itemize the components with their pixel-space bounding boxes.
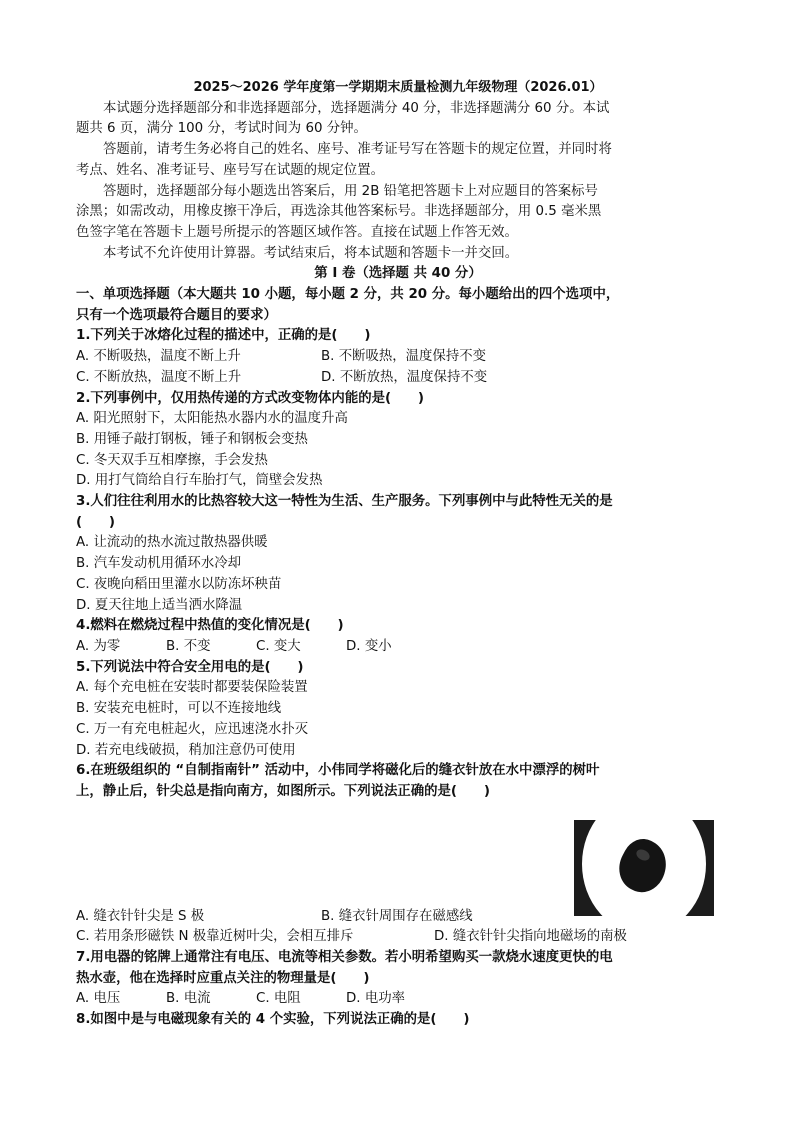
option-c[interactable]: C. 万一有充电桩起火，应迅速浇水扑灭	[76, 721, 309, 737]
question-1-options-row	[76, 347, 720, 368]
section-title: 第 Ⅰ 卷（选择题 共 40 分）	[314, 266, 482, 282]
option-b[interactable]: B. 安装充电桩时，可以不连接地线	[76, 701, 282, 717]
option-b[interactable]: B. 汽车发动机用循环水冷却	[76, 556, 241, 572]
question-3-stem: 3.人们往往利用水的比热容较大这一特性为生活、生产服务。下列事例中与此特性无关的是	[76, 494, 613, 510]
question-6-options-row	[76, 927, 720, 948]
option-b[interactable]: B. 不断吸热，温度保持不变	[321, 349, 486, 365]
option-a[interactable]: A. 电压	[76, 991, 121, 1007]
option-a[interactable]: A. 缝衣针针尖是 S 极	[76, 908, 205, 924]
part-heading: 一、单项选择题（本大题共 10 小题，每小题 2 分，共 20 分。每小题给出的四个选项中，	[76, 287, 620, 303]
option-c[interactable]: C. 夜晚向稻田里灌水以防冻坏秧苗	[76, 576, 282, 592]
question-8-stem: 8.如图中是与电磁现象有关的 4 个实验，下列说法正确的是( )	[76, 1012, 470, 1028]
option-d[interactable]: D. 变小	[346, 638, 392, 654]
part-heading: 只有一个选项最符合题目的要求）	[76, 307, 277, 323]
question-7-stem: 7.用电器的铭牌上通常注有电压、电流等相关参数。若小明希望购买一款烧水速度更快的电	[76, 950, 613, 966]
option-d[interactable]: D. 缝衣针针尖指向地磁场的南极	[434, 929, 627, 945]
option-d[interactable]: D. 电功率	[346, 991, 405, 1007]
question-4-stem: 4.燃料在燃烧过程中热值的变化情况是( )	[76, 618, 344, 634]
option-c[interactable]: C. 变大	[256, 638, 301, 654]
option-a[interactable]: A. 不断吸热，温度不断上升	[76, 349, 241, 365]
exam-title: 2025～2026 学年度第一学期期末质量检测九年级物理（2026.01）	[193, 80, 603, 95]
option-a[interactable]: A. 阳光照射下，太阳能热水器内水的温度升高	[76, 411, 348, 427]
option-b[interactable]: B. 用锤子敲打钢板，锤子和钢板会变热	[76, 431, 308, 447]
option-b[interactable]: B. 电流	[166, 991, 211, 1007]
option-d[interactable]: D. 用打气筒给自行车胎打气，筒壁会发热	[76, 473, 323, 489]
question-2-stem: 2.下列事例中，仅用热传递的方式改变物体内能的是( )	[76, 390, 425, 406]
question-7-options-row	[76, 989, 720, 1010]
instruction-line: 考点、姓名、准考证号、座号写在试题的规定位置。	[76, 162, 384, 178]
leaf-compass-photo	[574, 820, 714, 916]
instruction-line: 答题时，选择题部分每小题选出答案后，用 2B 铅笔把答题卡上对应题目的答案标号	[103, 183, 598, 199]
instruction-line: 本考试不允许使用计算器。考试结束后，将本试题和答题卡一并交回。	[103, 245, 519, 261]
option-d[interactable]: D. 若充电线破损，稍加注意仍可使用	[76, 742, 296, 758]
instruction-line: 涂黑；如需改动，用橡皮擦干净后，再选涂其他答案标号。非选择题部分，用 0.5 毫米黑	[76, 204, 602, 220]
question-6-stem: 6.在班级组织的 “自制指南针” 活动中，小伟同学将磁化后的缝衣针放在水中漂浮的树叶	[76, 763, 600, 779]
instruction-line: 色签字笔在答题卡上题号所提示的答题区域作答。直接在试题上作答无效。	[76, 224, 518, 240]
option-b[interactable]: B. 不变	[166, 638, 211, 654]
question-1-stem: 1.下列关于冰熔化过程的描述中，正确的是( )	[76, 328, 371, 344]
instruction-line: 本试题分选择题部分和非选择题部分，选择题满分 40 分，非选择题满分 60 分。本试	[103, 100, 610, 116]
option-c[interactable]: C. 冬天双手互相摩擦，手会发热	[76, 452, 268, 468]
question-1-options-row	[76, 368, 720, 389]
option-a[interactable]: A. 为零	[76, 638, 121, 654]
question-6-stem-cont: 上，静止后，针尖总是指向南方，如图所示。下列说法正确的是( )	[76, 783, 490, 799]
question-5-stem: 5.下列说法中符合安全用电的是( )	[76, 659, 304, 675]
question-3-stem-cont: ( )	[76, 514, 116, 530]
instruction-line: 答题前，请考生务必将自己的姓名、座号、准考证号写在答题卡的规定位置，并同时将	[103, 142, 612, 158]
option-c[interactable]: C. 电阻	[256, 991, 301, 1007]
option-a[interactable]: A. 让流动的热水流过散热器供暖	[76, 535, 268, 551]
option-d[interactable]: D. 不断放热，温度保持不变	[321, 369, 488, 385]
option-c[interactable]: C. 不断放热，温度不断上升	[76, 369, 242, 385]
option-b[interactable]: B. 缝衣针周围存在磁感线	[321, 908, 473, 924]
option-d[interactable]: D. 夏天往地上适当洒水降温	[76, 597, 243, 613]
instruction-line: 题共 6 页，满分 100 分，考试时间为 60 分钟。	[76, 121, 367, 137]
question-7-stem-cont: 热水壶，他在选择时应重点关注的物理量是( )	[76, 970, 370, 986]
question-4-options-row	[76, 637, 720, 658]
option-a[interactable]: A. 每个充电桩在安装时都要装保险装置	[76, 680, 308, 696]
option-c[interactable]: C. 若用条形磁铁 N 极靠近树叶尖，会相互排斥	[76, 929, 354, 945]
